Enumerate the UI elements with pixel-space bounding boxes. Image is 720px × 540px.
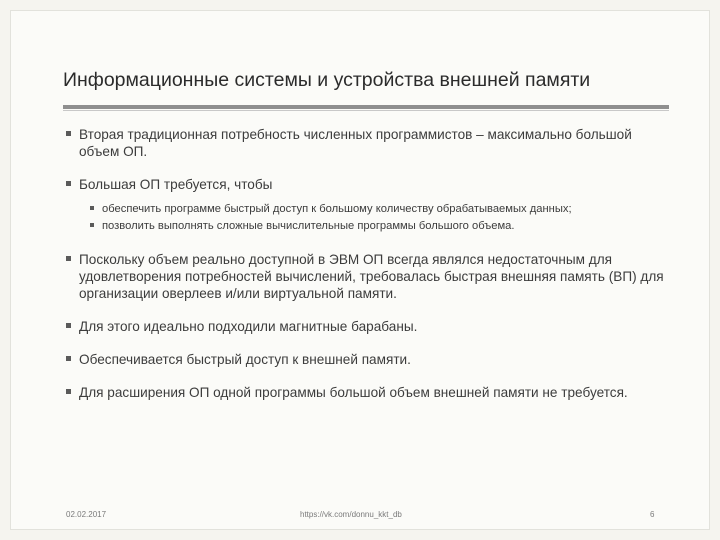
bullet-item — [66, 351, 666, 368]
square-bullet-icon — [66, 389, 71, 394]
square-bullet-icon — [66, 323, 71, 328]
bullet-item — [66, 126, 666, 160]
page-number: 6 — [650, 510, 655, 519]
footer-url: https://vk.com/donnu_kkt_db — [300, 510, 402, 519]
slide-content — [66, 126, 666, 401]
bullet-text: Поскольку объем реально доступной в ЭВМ ОП всегда являлся недостаточным для удовлетворения потребностей вычислений, требовалась быстрая внешняя память (ВП) для организации оверлеев и/или виртуальной памяти. — [79, 252, 664, 301]
sub-bullet-text: позволить выполнять сложные вычислительные программы большого объема. — [102, 220, 515, 232]
bullet-text: Вторая традиционная потребность численных программистов – максимально большой объем ОП. — [79, 127, 632, 159]
bullet-text: Обеспечивается быстрый доступ к внешней памяти. — [79, 352, 411, 367]
sub-bullet-item — [90, 202, 666, 216]
slide-title: Информационные системы и устройства внешней памяти — [63, 69, 591, 91]
sub-bullet-text: обеспечить программе быстрый доступ к большому количеству обрабатываемых данных; — [102, 203, 572, 215]
bullet-text: Для этого идеально подходили магнитные барабаны. — [79, 319, 418, 334]
square-bullet-icon — [66, 256, 71, 261]
bullet-text: Для расширения ОП одной программы большой объем внешней памяти не требуется. — [79, 385, 628, 400]
square-bullet-icon — [90, 223, 94, 227]
bullet-item — [66, 384, 666, 401]
bullet-text: Большая ОП требуется, чтобы — [79, 177, 273, 192]
square-bullet-icon — [66, 181, 71, 186]
bullet-item — [66, 176, 666, 193]
square-bullet-icon — [66, 131, 71, 136]
footer-date: 02.02.2017 — [66, 510, 107, 519]
bullet-item — [66, 318, 666, 335]
title-underline-thin — [63, 110, 669, 111]
sub-bullet-item — [90, 219, 666, 233]
square-bullet-icon — [66, 356, 71, 361]
bullet-item — [66, 251, 666, 302]
square-bullet-icon — [90, 206, 94, 210]
title-underline — [63, 105, 669, 109]
